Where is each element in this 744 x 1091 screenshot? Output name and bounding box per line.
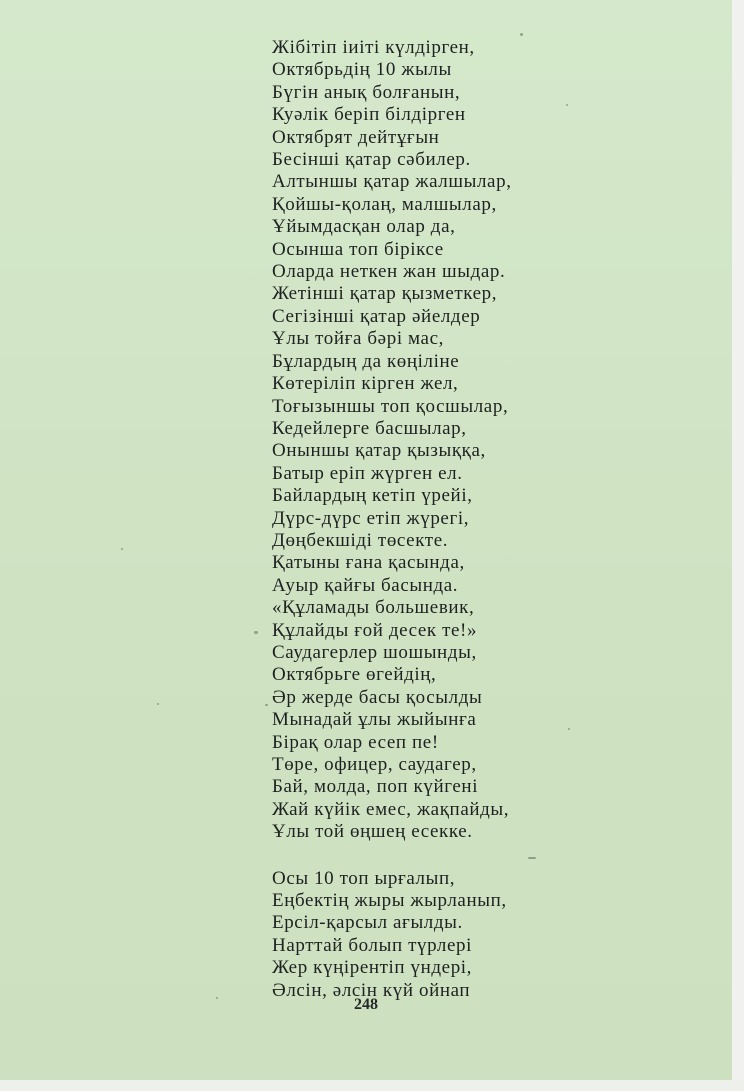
poem-line: Ұйымдасқан олар да, xyxy=(272,216,456,238)
poem-line: Құлайды ғой десек те!» xyxy=(272,619,478,641)
poem-line: Нарттай болып түрлері xyxy=(272,934,473,956)
print-speck xyxy=(568,728,570,730)
poem-text xyxy=(272,37,602,1002)
poem-line: Оларда неткен жан шыдар. xyxy=(272,261,506,283)
poem-line: Бірақ олар есеп пе! xyxy=(272,731,439,753)
poem-line: Октябрьдің 10 жылы xyxy=(272,59,452,81)
poem-line: Бүгін анық болғанын, xyxy=(272,81,461,103)
poem-line: Байлардың кетіп үрейі, xyxy=(272,485,473,507)
print-speck xyxy=(520,33,523,36)
stanza-1 xyxy=(272,37,602,844)
poem-line: Алтыншы қатар жалшылар, xyxy=(272,171,512,193)
poem-line: Кедейлерге басшылар, xyxy=(272,417,467,439)
print-speck xyxy=(254,631,258,634)
poem-line: Әр жерде басы қосылды xyxy=(272,686,483,708)
poem-line: Жер күңірентіп үндері, xyxy=(272,957,473,979)
poem-line: Жібітіп іиіті күлдірген, xyxy=(272,37,475,58)
poem-line: Мынадай ұлы жыйынға xyxy=(272,709,477,731)
poem-line: Батыр еріп жүрген ел. xyxy=(272,462,463,484)
poem-line: Жай күйік емес, жақпайды, xyxy=(272,798,510,820)
page-number: 248 xyxy=(354,996,378,1013)
poem-line: Сегізінші қатар әйелдер xyxy=(272,305,481,327)
poem-line: Октябрьге өгейдің, xyxy=(272,664,437,686)
print-speck xyxy=(157,703,159,705)
poem-line: Ерсіл-қарсыл ағылды. xyxy=(272,912,463,934)
poem-line: Ауыр қайғы басында. xyxy=(272,574,459,596)
print-speck xyxy=(121,548,123,550)
poem-line: Дөңбекшіді төсекте. xyxy=(272,529,449,551)
poem-line: Еңбектің жыры жырланып, xyxy=(272,890,507,912)
poem-line: Қатыны ғана қасында, xyxy=(272,552,465,574)
poem-line: «Құламады большевик, xyxy=(272,597,475,619)
poem-line: Осы 10 топ ырғалып, xyxy=(272,867,456,889)
poem-line: Ұлы той өңшең есекке. xyxy=(272,821,473,843)
poem-line: Октябрят дейтұғын xyxy=(272,126,440,148)
poem-line: Төре, офицер, саудагер, xyxy=(272,754,477,775)
poem-line: Қойшы-қолаң, малшылар, xyxy=(272,193,497,215)
print-speck xyxy=(528,857,536,859)
print-speck xyxy=(265,704,268,706)
poem-line: Оныншы қатар қызыққа, xyxy=(272,440,486,462)
poem-line: Көтеріліп кірген жел, xyxy=(272,373,459,395)
poem-line: Бұлардың да көңіліне xyxy=(272,350,460,372)
poem-line: Бай, молда, поп күйгені xyxy=(272,776,479,798)
poem-line: Куәлік беріп білдірген xyxy=(272,104,466,126)
poem-line: Ұлы тойға бәрі мас, xyxy=(272,328,444,350)
print-speck xyxy=(566,104,568,106)
poem-line: Әлсін, әлсін күй ойнап xyxy=(272,979,471,1001)
poem-line: Дүрс-дүрс етіп жүрегі, xyxy=(272,507,470,529)
poem-line: Жетінші қатар қызметкер, xyxy=(272,283,498,305)
poem-line: Тоғызыншы топ қосшылар, xyxy=(272,395,509,417)
poem-line: Осынша топ біріксе xyxy=(272,238,444,260)
poem-line: Бесінші қатар сәбилер. xyxy=(272,149,471,171)
scan-border-right xyxy=(732,0,744,1091)
stanza-2 xyxy=(272,868,602,1002)
print-speck xyxy=(216,997,218,999)
poem-line: Саудагерлер шошынды, xyxy=(272,641,477,663)
scan-border-bottom xyxy=(0,1080,744,1091)
